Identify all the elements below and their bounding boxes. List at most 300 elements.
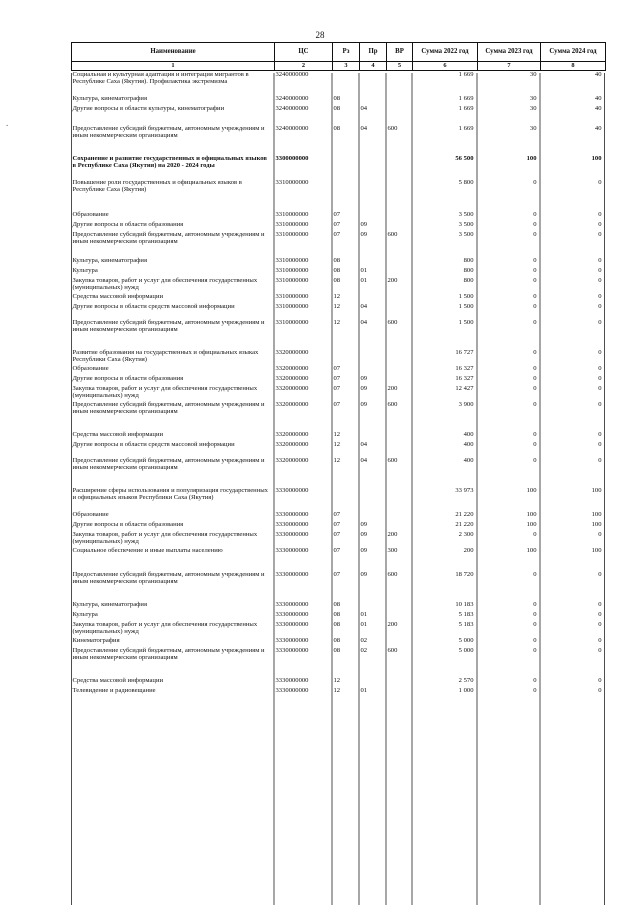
- header-vr: ВР: [387, 43, 413, 62]
- header-sum-2022: Сумма 2022 год: [413, 43, 478, 62]
- cell-sum-2024: 0: [598, 687, 602, 694]
- cell-sum-2024: 0: [598, 385, 602, 392]
- cell-rz: [333, 349, 360, 365]
- cell-cs: 3330000000: [275, 511, 309, 518]
- cell-sum-2023: 0: [533, 441, 537, 448]
- cell-pr: [360, 487, 387, 511]
- cell-vr: [387, 349, 413, 365]
- header-name: Наименование: [72, 43, 275, 62]
- cell-rz: 08: [333, 601, 341, 608]
- cell-cs: 3330000000: [275, 621, 309, 628]
- cell-name: Закупка товаров, работ и услуг для обеспечения государственных (муниципальных) нужд: [72, 531, 258, 546]
- cell-vr: 200: [387, 277, 398, 284]
- cell-sum-2024: 40: [594, 125, 602, 132]
- cell-vr: 300: [387, 547, 398, 554]
- cell-vr: [387, 95, 413, 105]
- cell-sum-2024: 0: [598, 179, 602, 186]
- cell-pr: 02: [360, 647, 368, 654]
- column-number: 2: [275, 62, 333, 71]
- cell-sum-2024: 0: [598, 601, 602, 608]
- cell-sum-2022: 3 500: [458, 231, 474, 238]
- spacer-cell: [72, 115, 606, 125]
- header-cs: ЦС: [275, 43, 333, 62]
- cell-sum-2023: 30: [529, 105, 537, 112]
- cell-sum-2023: 0: [533, 571, 537, 578]
- cell-pr: [360, 349, 387, 365]
- table-row: [72, 319, 606, 335]
- cell-cs: 3310000000: [275, 257, 309, 264]
- cell-rz: 07: [333, 511, 341, 518]
- cell-name: Расширение сферы использования и популяризация государственных и официальных языков Республики Саха (Якутия): [72, 487, 268, 502]
- cell-rz: 07: [333, 365, 341, 372]
- spacer-cell: [72, 561, 606, 571]
- cell-cs: 3310000000: [275, 231, 309, 238]
- table-row: [72, 349, 606, 365]
- cell-vr: [387, 441, 413, 457]
- cell-name: Средства массовой информации: [72, 431, 164, 438]
- cell-vr: [387, 375, 413, 385]
- cell-sum-2023: 30: [529, 95, 537, 102]
- cell-sum-2024: 0: [598, 611, 602, 618]
- table-row: [72, 457, 606, 473]
- cell-cs: 3320000000: [275, 441, 309, 448]
- cell-vr: 200: [387, 531, 398, 538]
- cell-sum-2024: 100: [591, 547, 602, 554]
- cell-sum-2022: 800: [463, 257, 474, 264]
- cell-sum-2022: 200: [463, 547, 474, 554]
- cell-rz: 07: [333, 221, 341, 228]
- cell-pr: [360, 179, 387, 195]
- cell-vr: [387, 365, 413, 375]
- table-row: [72, 211, 606, 221]
- spacer-row: [72, 141, 606, 155]
- cell-vr: [387, 211, 413, 221]
- cell-sum-2024: 0: [598, 621, 602, 628]
- table-row: [72, 125, 606, 141]
- cell-pr: 01: [360, 687, 368, 694]
- cell-sum-2024: 0: [598, 303, 602, 310]
- table-row: [72, 441, 606, 457]
- budget-table: [71, 42, 606, 697]
- table-row: [72, 293, 606, 303]
- cell-pr: 01: [360, 267, 368, 274]
- cell-sum-2024: 0: [598, 319, 602, 326]
- cell-rz: 12: [333, 441, 341, 448]
- cell-cs: 3240000000: [275, 95, 309, 102]
- cell-sum-2022: 16 727: [455, 349, 474, 356]
- cell-sum-2022: 5 000: [458, 637, 474, 644]
- cell-pr: 04: [360, 457, 368, 464]
- cell-sum-2022: 1 500: [458, 319, 474, 326]
- cell-name: Образование: [72, 365, 109, 372]
- cell-cs: 3330000000: [275, 547, 309, 554]
- cell-cs: 3320000000: [275, 349, 309, 356]
- cell-sum-2022: 400: [463, 441, 474, 448]
- cell-pr: 09: [360, 531, 368, 538]
- cell-name: Другие вопросы в области культуры, кинематографии: [72, 105, 225, 112]
- page-number: 28: [315, 30, 325, 40]
- cell-cs: 3330000000: [275, 647, 309, 654]
- table-row: [72, 303, 606, 319]
- cell-sum-2024: 0: [598, 401, 602, 408]
- cell-name: Культура, кинематография: [72, 95, 147, 102]
- spacer-cell: [72, 663, 606, 677]
- cell-rz: 08: [333, 647, 341, 654]
- cell-sum-2024: 40: [594, 105, 602, 112]
- spacer-cell: [72, 141, 606, 155]
- cell-name: Другие вопросы в области образования: [72, 521, 184, 528]
- cell-pr: 09: [360, 401, 368, 408]
- cell-vr: 200: [387, 385, 398, 392]
- cell-sum-2023: 100: [526, 521, 537, 528]
- cell-sum-2024: 0: [598, 647, 602, 654]
- cell-pr: [360, 71, 387, 96]
- table-row: [72, 375, 606, 385]
- cell-sum-2023: 0: [533, 257, 537, 264]
- cell-cs: 3310000000: [275, 267, 309, 274]
- cell-pr: 02: [360, 637, 368, 644]
- spacer-row: [72, 663, 606, 677]
- cell-vr: [387, 71, 413, 96]
- cell-rz: 08: [333, 611, 341, 618]
- cell-vr: [387, 601, 413, 611]
- table-row: [72, 71, 606, 96]
- cell-pr: 09: [360, 571, 368, 578]
- cell-sum-2024: 40: [594, 95, 602, 102]
- cell-sum-2022: 1 669: [458, 95, 474, 102]
- cell-name: Социальная и культурная адаптация и интеграция мигрантов в Республике Саха (Якутия). Профилактика экстремизма: [72, 71, 249, 86]
- cell-sum-2024: 0: [598, 431, 602, 438]
- cell-sum-2023: 100: [526, 487, 537, 494]
- cell-vr: [387, 487, 413, 511]
- cell-sum-2024: 0: [598, 457, 602, 464]
- cell-sum-2023: 0: [533, 647, 537, 654]
- cell-sum-2023: 0: [533, 385, 537, 392]
- cell-rz: 07: [333, 375, 341, 382]
- cell-pr: [360, 431, 387, 441]
- cell-cs: 3330000000: [275, 601, 309, 608]
- cell-rz: 08: [333, 125, 341, 132]
- table-row: [72, 431, 606, 441]
- cell-name: Другие вопросы в области образования: [72, 375, 184, 382]
- cell-pr: 09: [360, 547, 368, 554]
- cell-sum-2023: 0: [533, 677, 537, 684]
- column-number: 5: [387, 62, 413, 71]
- cell-name: Телевидение и радиовещание: [72, 687, 156, 694]
- spacer-cell: [72, 473, 606, 487]
- table-row: [72, 647, 606, 663]
- cell-cs: 3330000000: [275, 487, 309, 494]
- cell-vr: 600: [387, 231, 398, 238]
- cell-sum-2024: 0: [598, 221, 602, 228]
- cell-rz: [333, 487, 360, 511]
- table-row: [72, 105, 606, 115]
- cell-sum-2024: 0: [598, 375, 602, 382]
- cell-sum-2023: 0: [533, 611, 537, 618]
- cell-sum-2024: 0: [598, 349, 602, 356]
- spacer-row: [72, 115, 606, 125]
- table-row: [72, 401, 606, 417]
- cell-name: Закупка товаров, работ и услуг для обеспечения государственных (муниципальных) нужд: [72, 621, 258, 636]
- cell-cs: 3330000000: [275, 521, 309, 528]
- cell-name: Культура: [72, 611, 98, 618]
- cell-vr: [387, 257, 413, 267]
- cell-sum-2022: 3 900: [458, 401, 474, 408]
- cell-vr: [387, 179, 413, 195]
- cell-sum-2022: 1 500: [458, 303, 474, 310]
- table-row: [72, 521, 606, 531]
- cell-sum-2022: 56 500: [455, 155, 474, 162]
- cell-sum-2022: 5 183: [458, 611, 474, 618]
- cell-pr: [360, 257, 387, 267]
- table-row: [72, 267, 606, 277]
- cell-rz: 12: [333, 431, 341, 438]
- cell-sum-2023: 0: [533, 303, 537, 310]
- cell-cs: 3330000000: [275, 611, 309, 618]
- table-row: [72, 571, 606, 587]
- cell-sum-2023: 0: [533, 211, 537, 218]
- cell-sum-2022: 12 427: [455, 385, 474, 392]
- cell-cs: 3330000000: [275, 677, 309, 684]
- cell-cs: 3310000000: [275, 293, 309, 300]
- cell-cs: 3330000000: [275, 687, 309, 694]
- cell-pr: 01: [360, 277, 368, 284]
- cell-vr: 600: [387, 647, 398, 654]
- spacer-row: [72, 195, 606, 211]
- table-row: [72, 611, 606, 621]
- cell-cs: 3240000000: [275, 125, 309, 132]
- cell-name: Образование: [72, 211, 109, 218]
- cell-cs: 3320000000: [275, 365, 309, 372]
- cell-vr: [387, 611, 413, 621]
- cell-sum-2023: 0: [533, 179, 537, 186]
- cell-sum-2024: 0: [598, 277, 602, 284]
- table-row: [72, 385, 606, 401]
- cell-sum-2024: 0: [598, 571, 602, 578]
- cell-pr: [360, 95, 387, 105]
- cell-sum-2022: 800: [463, 277, 474, 284]
- column-number: 3: [333, 62, 360, 71]
- cell-pr: [360, 155, 387, 179]
- cell-pr: 04: [360, 303, 368, 310]
- cell-sum-2022: 1 669: [458, 71, 474, 78]
- cell-sum-2024: 0: [598, 677, 602, 684]
- cell-rz: 12: [333, 319, 341, 326]
- cell-rz: 08: [333, 277, 341, 284]
- cell-sum-2023: 30: [529, 71, 537, 78]
- cell-cs: 3310000000: [275, 179, 309, 186]
- cell-vr: [387, 105, 413, 115]
- cell-sum-2023: 0: [533, 375, 537, 382]
- cell-vr: 600: [387, 125, 398, 132]
- cell-pr: 04: [360, 105, 368, 112]
- cell-sum-2024: 0: [598, 231, 602, 238]
- cell-name: Средства массовой информации: [72, 677, 164, 684]
- spacer-cell: [72, 335, 606, 349]
- spacer-cell: [72, 587, 606, 601]
- cell-name: Культура: [72, 267, 98, 274]
- cell-pr: [360, 601, 387, 611]
- cell-name: Повышение роли государственных и официальных языков в Республике Саха (Якутия): [72, 179, 242, 194]
- cell-pr: [360, 211, 387, 221]
- spacer-cell: [72, 247, 606, 257]
- cell-name: Социальное обеспечение и иные выплаты населению: [72, 547, 223, 554]
- cell-name: Средства массовой информации: [72, 293, 164, 300]
- cell-name: Предоставление субсидий бюджетным, автономным учреждениям и иным некоммерческим организациям: [72, 319, 265, 334]
- table-row: [72, 179, 606, 195]
- header-rz: Рз: [333, 43, 360, 62]
- cell-cs: 3330000000: [275, 531, 309, 538]
- cell-sum-2022: 400: [463, 457, 474, 464]
- table-row: [72, 155, 606, 179]
- cell-vr: [387, 293, 413, 303]
- cell-pr: 09: [360, 385, 368, 392]
- cell-sum-2023: 100: [526, 511, 537, 518]
- cell-sum-2024: 0: [598, 267, 602, 274]
- header-row: [72, 43, 606, 62]
- cell-cs: 3320000000: [275, 385, 309, 392]
- column-number: 4: [360, 62, 387, 71]
- cell-sum-2022: 1 669: [458, 105, 474, 112]
- spacer-row: [72, 473, 606, 487]
- spacer-cell: [72, 417, 606, 431]
- cell-rz: 08: [333, 637, 341, 644]
- cell-sum-2024: 0: [598, 257, 602, 264]
- cell-rz: 07: [333, 385, 341, 392]
- cell-sum-2022: 21 220: [455, 511, 474, 518]
- cell-vr: [387, 687, 413, 697]
- cell-name: Образование: [72, 511, 109, 518]
- cell-cs: 3320000000: [275, 457, 309, 464]
- cell-sum-2023: 0: [533, 621, 537, 628]
- cell-name: Сохранение и развитие государственных и официальных языков в Республике Саха (Якутия) на 2020 - 2024 годы: [72, 155, 267, 170]
- cell-cs: 3240000000: [275, 71, 309, 78]
- cell-name: Предоставление субсидий бюджетным, автономным учреждениям и иным некоммерческим организациям: [72, 401, 265, 416]
- cell-sum-2024: 100: [591, 487, 602, 494]
- cell-vr: [387, 521, 413, 531]
- cell-rz: 08: [333, 621, 341, 628]
- cell-pr: 09: [360, 521, 368, 528]
- cell-name: Кинематография: [72, 637, 120, 644]
- cell-rz: [333, 71, 360, 96]
- table-body: [72, 71, 606, 698]
- cell-sum-2024: 100: [591, 521, 602, 528]
- cell-sum-2024: 100: [591, 155, 602, 162]
- cell-rz: 07: [333, 521, 341, 528]
- cell-name: Предоставление субсидий бюджетным, автономным учреждениям и иным некоммерческим организациям: [72, 231, 265, 246]
- cell-cs: 3320000000: [275, 401, 309, 408]
- cell-vr: 200: [387, 621, 398, 628]
- cell-cs: 3310000000: [275, 211, 309, 218]
- cell-pr: [360, 511, 387, 521]
- cell-sum-2023: 0: [533, 401, 537, 408]
- cell-pr: [360, 677, 387, 687]
- cell-sum-2022: 2 570: [458, 677, 474, 684]
- cell-sum-2023: 0: [533, 687, 537, 694]
- header-sum-2024: Сумма 2024 год: [541, 43, 606, 62]
- cell-cs: 3320000000: [275, 431, 309, 438]
- cell-cs: 3310000000: [275, 221, 309, 228]
- cell-sum-2022: 400: [463, 431, 474, 438]
- cell-rz: 12: [333, 303, 341, 310]
- cell-name: Предоставление субсидий бюджетным, автономным учреждениям и иным некоммерческим организациям: [72, 125, 265, 140]
- cell-name: Другие вопросы в области образования: [72, 221, 184, 228]
- cell-sum-2023: 0: [533, 319, 537, 326]
- cell-sum-2022: 5 800: [458, 179, 474, 186]
- cell-rz: 12: [333, 687, 341, 694]
- cell-sum-2023: 100: [526, 155, 537, 162]
- cell-sum-2022: 1 669: [458, 125, 474, 132]
- cell-sum-2024: 0: [598, 531, 602, 538]
- cell-sum-2024: 0: [598, 293, 602, 300]
- cell-cs: 3330000000: [275, 637, 309, 644]
- cell-cs: 3310000000: [275, 319, 309, 326]
- table-row: [72, 621, 606, 637]
- cell-vr: [387, 267, 413, 277]
- cell-sum-2022: 2 300: [458, 531, 474, 538]
- cell-pr: 04: [360, 125, 368, 132]
- table-header: [72, 43, 606, 71]
- cell-sum-2022: 1 000: [458, 687, 474, 694]
- column-number: 7: [478, 62, 541, 71]
- cell-sum-2023: 0: [533, 457, 537, 464]
- cell-cs: 3310000000: [275, 303, 309, 310]
- cell-rz: 08: [333, 105, 341, 112]
- cell-sum-2023: 0: [533, 267, 537, 274]
- cell-sum-2022: 10 183: [455, 601, 474, 608]
- cell-pr: [360, 293, 387, 303]
- cell-sum-2023: 0: [533, 365, 537, 372]
- cell-sum-2024: 40: [594, 71, 602, 78]
- cell-vr: [387, 637, 413, 647]
- cell-pr: 04: [360, 441, 368, 448]
- cell-vr: 600: [387, 457, 398, 464]
- cell-sum-2023: 0: [533, 293, 537, 300]
- cell-rz: 07: [333, 571, 341, 578]
- cell-vr: [387, 303, 413, 319]
- cell-rz: [333, 179, 360, 195]
- cell-name: Закупка товаров, работ и услуг для обеспечения государственных (муниципальных) нужд: [72, 385, 258, 400]
- cell-pr: 01: [360, 611, 368, 618]
- cell-sum-2023: 0: [533, 431, 537, 438]
- cell-rz: 07: [333, 211, 341, 218]
- cell-name: Закупка товаров, работ и услуг для обеспечения государственных (муниципальных) нужд: [72, 277, 258, 292]
- table-row: [72, 637, 606, 647]
- cell-pr: 04: [360, 319, 368, 326]
- cell-rz: 07: [333, 231, 341, 238]
- column-numbers-row: [72, 62, 606, 71]
- table-row: [72, 677, 606, 687]
- table-row: [72, 531, 606, 547]
- cell-vr: [387, 155, 413, 179]
- cell-vr: [387, 511, 413, 521]
- cell-rz: 12: [333, 293, 341, 300]
- cell-vr: [387, 677, 413, 687]
- column-number: 8: [541, 62, 606, 71]
- cell-sum-2024: 0: [598, 365, 602, 372]
- spacer-cell: [72, 195, 606, 211]
- cell-name: Развитие образования на государственных и официальных языках Республики Саха (Якутия): [72, 349, 259, 364]
- cell-sum-2022: 1 500: [458, 293, 474, 300]
- table-row: [72, 601, 606, 611]
- table-row: [72, 95, 606, 105]
- cell-rz: 08: [333, 95, 341, 102]
- cell-sum-2022: 21 220: [455, 521, 474, 528]
- spacer-row: [72, 587, 606, 601]
- header-sum-2023: Сумма 2023 год: [478, 43, 541, 62]
- spacer-row: [72, 247, 606, 257]
- table-row: [72, 487, 606, 511]
